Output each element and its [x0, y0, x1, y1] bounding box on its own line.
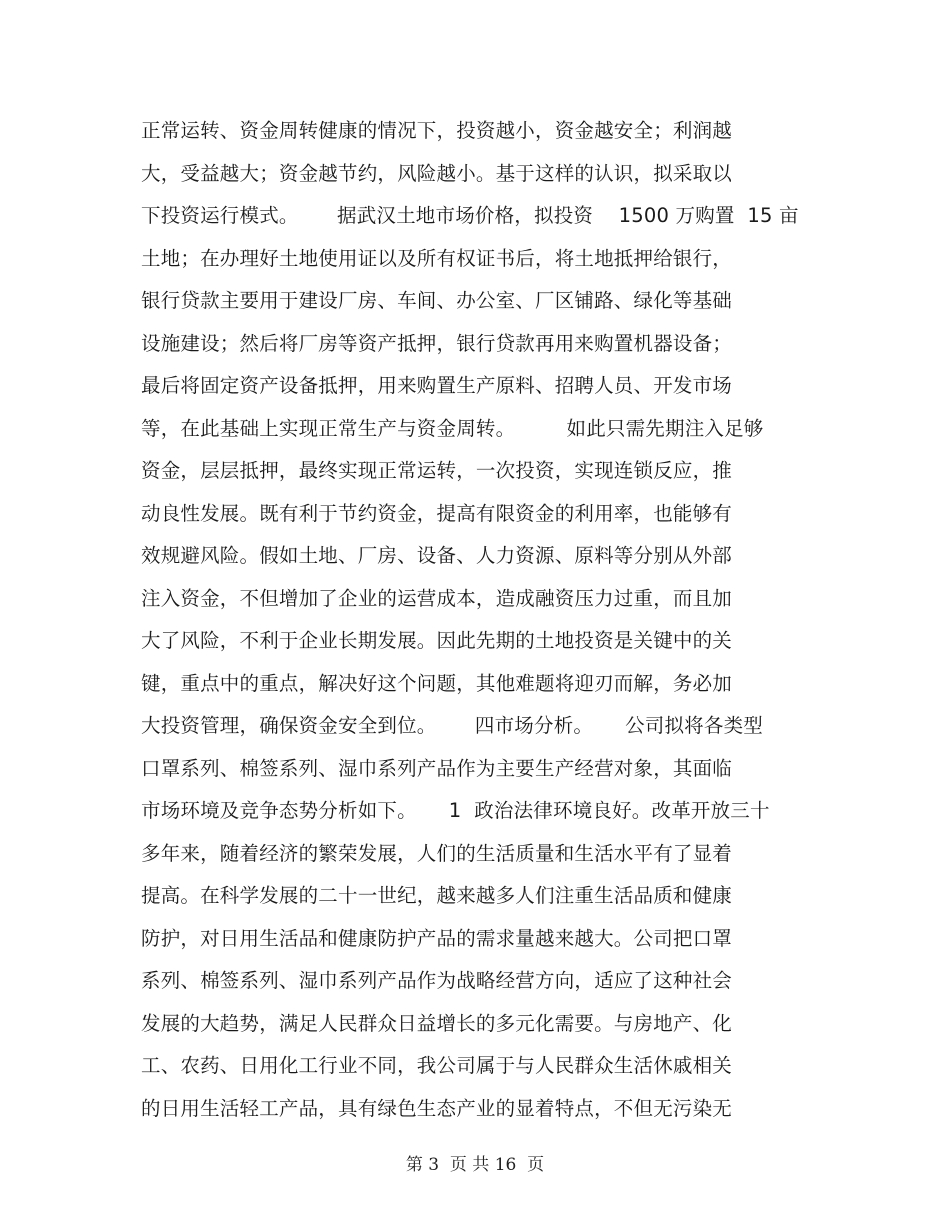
text-line: 多年来，随着经济的繁荣发展，人们的生活质量和生活水平有了显着 [141, 841, 733, 865]
text-line: 动良性发展。既有利于节约资金，提高有限资金的利用率，也能够有 [141, 501, 733, 525]
text-line: 系列、棉签系列、湿巾系列产品作为战略经营方向，适应了这种社会 [141, 969, 733, 992]
text-line: 最后将固定资产设备抵押，用来购置生产原料、招聘人员、开发市场 [141, 374, 733, 397]
text-line: 银行贷款主要用于建设厂房、车间、办公室、厂区铺路、绿化等基础 [141, 289, 733, 312]
page-footer: 第 3 页 共 16 页 [405, 1155, 545, 1175]
text-line: 注入资金，不但增加了企业的运营成本，造成融资压力过重，而且加 [141, 586, 733, 610]
text-line: 大，受益越大；资金越节约，风险越小。基于这样的认识，拟采取以 [141, 161, 733, 185]
text-line: 大投资管理，确保资金安全到位。 四市场分析。 公司拟将各类型 [141, 714, 763, 737]
text-line: 下投资运行模式。 据武汉土地市场价格，拟投资 1500 万购置 15 亩 [141, 204, 799, 227]
text-line: 防护，对日用生活品和健康防护产品的需求量越来越大。公司把口罩 [141, 926, 733, 950]
text-line: 正常运转、资金周转健康的情况下，投资越小，资金越安全；利润越 [141, 119, 733, 142]
text-line: 等，在此基础上实现正常生产与资金周转。 如此只需先期注入足够 [141, 416, 764, 440]
text-line: 市场环境及竞争态势分析如下。 1 政治法律环境良好。改革开放三十 [141, 799, 770, 822]
body-text [141, 110, 841, 1130]
text-line: 土地；在办理好土地使用证以及所有权证书后，将土地抵押给银行， [141, 246, 733, 270]
text-line: 大了风险，不利于企业长期发展。因此先期的土地投资是关键中的关 [141, 629, 733, 652]
text-line: 发展的大趋势，满足人民群众日益增长的多元化需要。与房地产、化 [141, 1011, 733, 1035]
text-line: 资金，层层抵押，最终实现正常运转，一次投资，实现连锁反应，推 [141, 459, 733, 482]
text-line: 口罩系列、棉签系列、湿巾系列产品作为主要生产经营对象，其面临 [141, 756, 733, 780]
text-line: 的日用生活轻工产品，具有绿色生态产业的显着特点，不但无污染无 [141, 1096, 733, 1120]
text-line: 效规避风险。假如土地、厂房、设备、人力资源、原料等分别从外部 [141, 544, 733, 567]
text-line: 设施建设；然后将厂房等资产抵押，银行贷款再用来购置机器设备； [141, 331, 733, 355]
text-line: 提高。在科学发展的二十一世纪，越来越多人们注重生活品质和健康 [141, 884, 733, 907]
text-line: 工、农药、日用化工行业不同，我公司属于与人民群众生活休戚相关 [141, 1054, 733, 1077]
text-line: 键，重点中的重点，解决好这个问题，其他难题将迎刃而解，务必加 [141, 671, 733, 695]
